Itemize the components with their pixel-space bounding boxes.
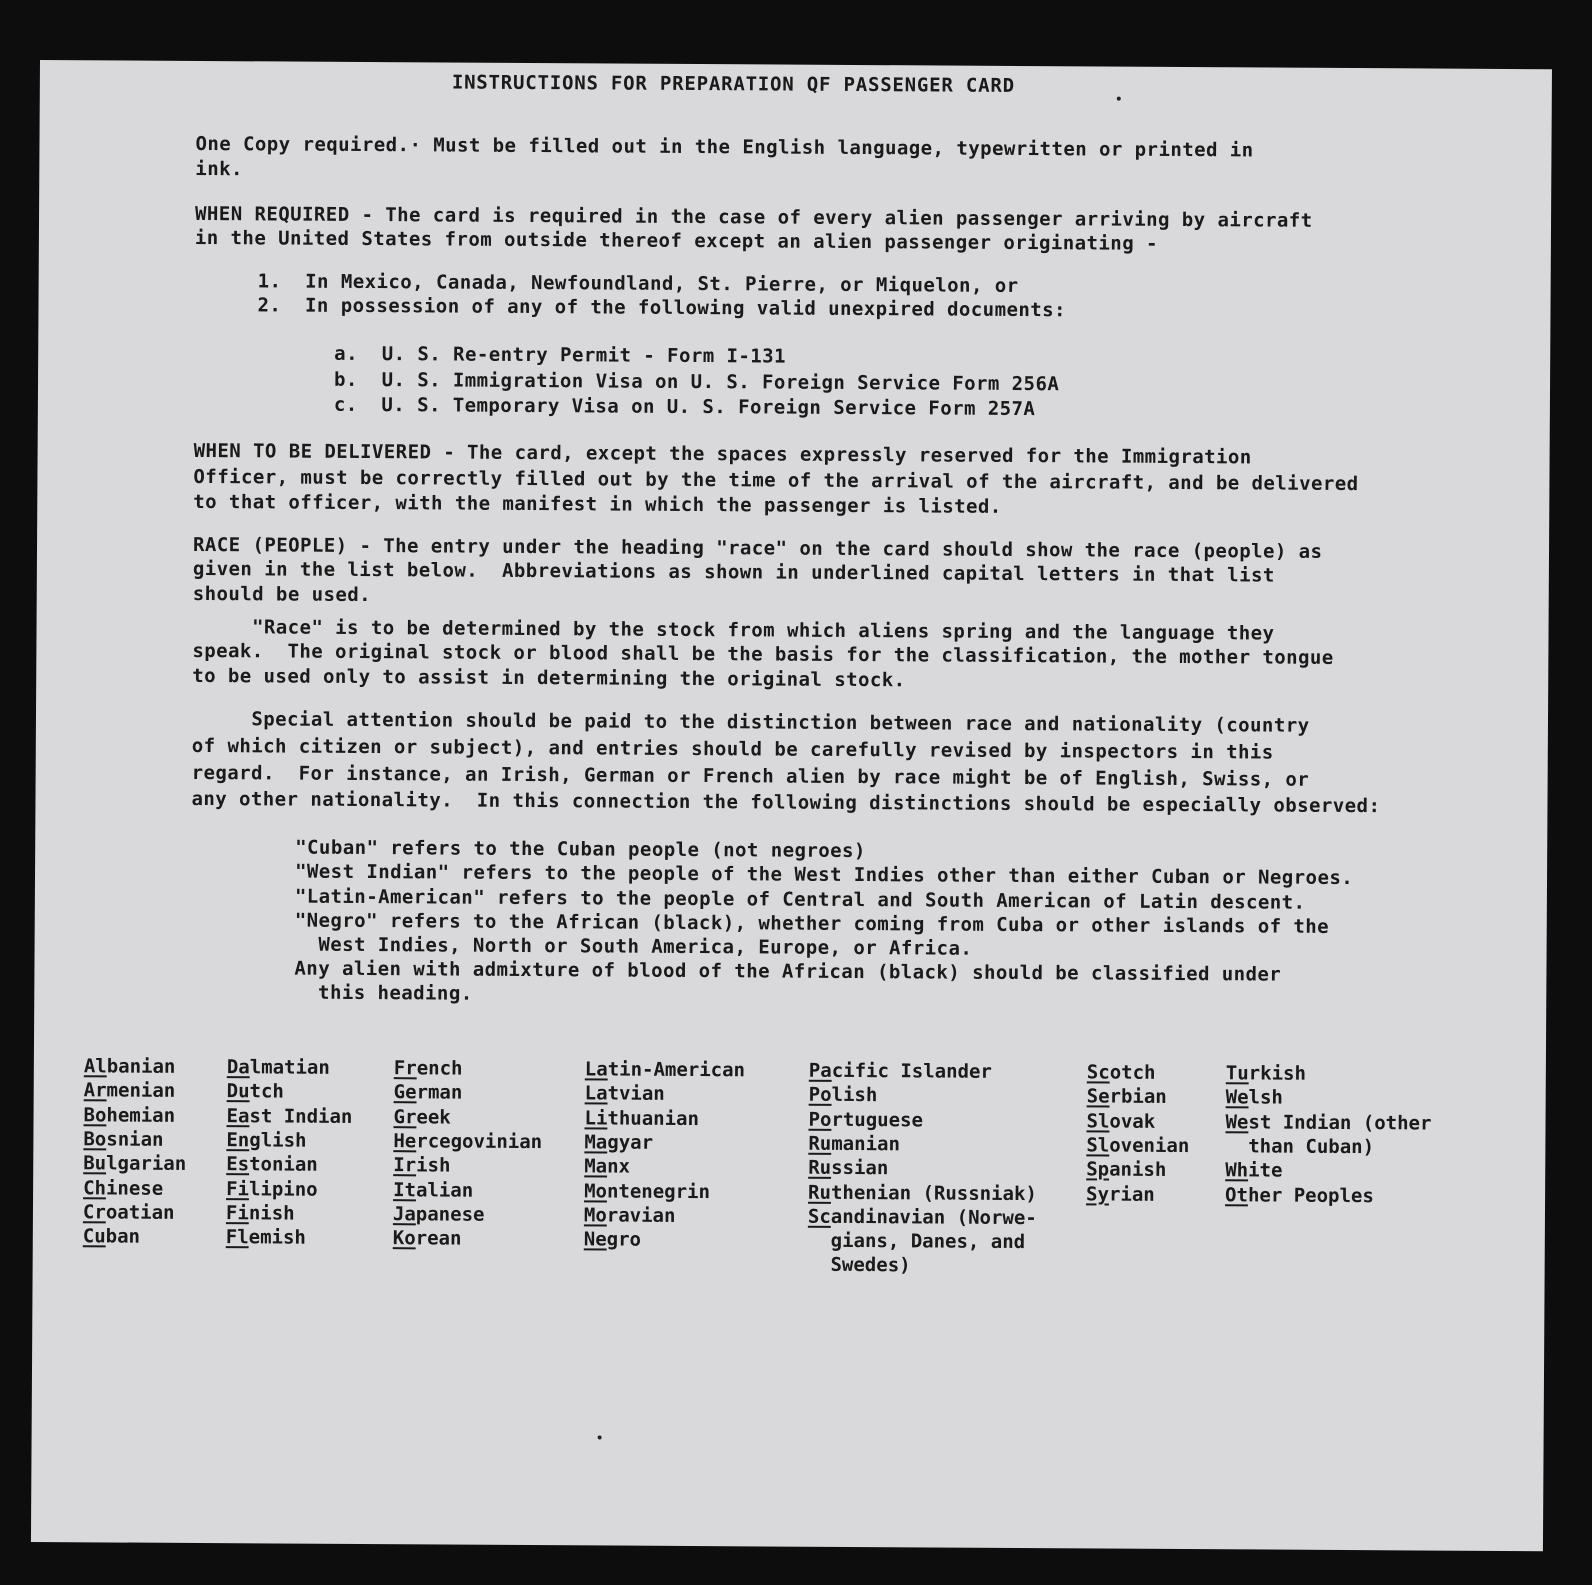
race-definition-line: speak. The original stock or blood shall be the basis for the classification, the mother tongue (192, 639, 1334, 669)
race-entry: Turkish (1225, 1062, 1306, 1085)
race-entry: Italian (393, 1179, 474, 1202)
when-delivered-line: to that officer, with the manifest in which the passenger is listed. (193, 490, 1002, 518)
race-entry: Korean (392, 1227, 462, 1250)
race-entry: Finish (225, 1202, 295, 1225)
race-entry: Chinese (83, 1177, 164, 1200)
race-entry: Swedes) (807, 1253, 911, 1277)
special-attention-line: of which citizen or subject), and entries should be carefully revised by inspectors in this (191, 734, 1274, 764)
race-entry: Russian (808, 1156, 889, 1180)
race-entry: Japanese (392, 1203, 485, 1226)
race-entry: Bohemian (83, 1104, 176, 1127)
race-entry: Polish (808, 1083, 878, 1107)
special-attention-line: regard. For instance, an Irish, German or French alien by race might be of English, Swiss, or (191, 761, 1310, 791)
race-entry: gians, Danes, and (807, 1229, 1026, 1254)
paper-speck (1117, 97, 1121, 101)
race-entry: Bosnian (83, 1128, 164, 1151)
special-attention-line: Special attention should be paid to the distinction between race and nationality (country (191, 707, 1310, 737)
when-required-line: in the United States from outside thereof except an alien passenger originating - (194, 226, 1158, 255)
race-entry: West Indian (other (1225, 1111, 1432, 1135)
race-entry: Serbian (1086, 1085, 1167, 1108)
document-item: a. U. S. Re-entry Permit - Form I-131 (334, 342, 787, 368)
paper-speck (598, 1435, 602, 1439)
race-entry: Other Peoples (1225, 1184, 1374, 1208)
condition-item: 1. In Mexico, Canada, Newfoundland, St. Pierre, or Miquelon, or (257, 270, 1019, 297)
race-entry: Slovak (1086, 1110, 1156, 1133)
race-entry: Lithuanian (584, 1107, 700, 1131)
distinction-line: "Latin-American" refers to the people of Central and South American of Latin descent. (294, 885, 1306, 914)
document-item: c. U. S. Temporary Visa on U. S. Foreign Service Form 257A (333, 393, 1036, 421)
race-entry: Spanish (1086, 1158, 1167, 1181)
document-page (31, 60, 1552, 1551)
race-entry: Scotch (1086, 1061, 1156, 1084)
race-entry: Scandinavian (Norwe- (807, 1205, 1037, 1230)
race-entry: Armenian (83, 1079, 176, 1102)
race-entry: English (226, 1129, 307, 1152)
race-entry: Negro (583, 1228, 642, 1251)
race-entry: Flemish (225, 1226, 306, 1249)
condition-item: 2. In possession of any of the following valid unexpired documents: (257, 294, 1067, 322)
race-entry: French (393, 1057, 463, 1080)
race-intro-line: RACE (PEOPLE) - The entry under the heading "race" on the card should show the race (people) as (192, 533, 1323, 563)
race-intro-line: should be used. (192, 582, 372, 607)
race-entry: Ruthenian (Russniak) (808, 1181, 1037, 1206)
when-delivered-line: WHEN TO BE DELIVERED - The card, except the spaces expressly reserved for the Immigration (193, 439, 1252, 469)
when-required-line: WHEN REQUIRED - The card is required in the case of every alien passenger arriving by aircraft (194, 202, 1313, 232)
race-entry: Slovenian (1086, 1134, 1190, 1158)
race-entry: Croatian (82, 1201, 175, 1224)
race-entry: White (1225, 1159, 1283, 1182)
document-item: b. U. S. Immigration Visa on U. S. Foreign Service Form 256A (333, 368, 1060, 396)
race-entry: Hercegovinian (393, 1130, 543, 1154)
race-entry: Albanian (83, 1055, 176, 1078)
race-definition-line: "Race" is to be determined by the stock from which aliens spring and the language they (192, 615, 1275, 645)
special-attention-line: any other nationality. In this connection the following distinctions should be especially observed: (191, 787, 1381, 818)
race-entry: Magyar (584, 1131, 654, 1154)
race-entry: Portuguese (808, 1108, 924, 1132)
distinction-line: "Negro" refers to the African (black), whether coming from Cuba or other islands of the (294, 909, 1330, 938)
race-entry: Dutch (226, 1080, 284, 1103)
distinction-line: "Cuban" refers to the Cuban people (not negroes) (295, 836, 866, 863)
race-intro-line: given in the list below. Abbreviations as shown in underlined capital letters in that list (192, 557, 1275, 587)
race-entry: Montenegrin (584, 1180, 711, 1204)
distinction-line: West Indies, North or South America, Europe, or Africa. (294, 933, 973, 960)
race-entry: Filipino (226, 1178, 318, 1201)
race-entry: Latin-American (584, 1058, 746, 1082)
race-entry: Syrian (1086, 1183, 1155, 1206)
race-entry: Estonian (226, 1153, 318, 1176)
race-definition-line: to be used only to assist in determining the original stock. (192, 664, 906, 692)
race-entry: than Cuban) (1225, 1135, 1375, 1159)
race-entry: Pacific Islander (808, 1059, 992, 1083)
distinction-line: "West Indian" refers to the people of the West Indies other than either Cuban or Negroes. (294, 860, 1354, 890)
race-entry: Cuban (82, 1225, 141, 1248)
race-entry: Welsh (1225, 1086, 1283, 1109)
race-entry: Dalmatian (226, 1056, 330, 1079)
distinction-line: this heading. (294, 981, 473, 1005)
intro-line: One Copy required.· Must be filled out in the English language, typewritten or printed in (195, 132, 1254, 162)
when-delivered-line: Officer, must be correctly filled out by the time of the arrival of the aircraft, and be delivered (193, 465, 1359, 496)
race-entry: Rumanian (808, 1132, 900, 1156)
race-entry: Moravian (583, 1204, 676, 1227)
race-entry: Irish (393, 1154, 451, 1177)
race-entry: Manx (584, 1155, 631, 1178)
race-entry: German (393, 1081, 463, 1104)
page-title: INSTRUCTIONS FOR PREPARATION QF PASSENGER CARD (451, 71, 1015, 97)
race-entry: East Indian (226, 1105, 353, 1128)
race-entry: Greek (393, 1106, 451, 1129)
distinction-line: Any alien with admixture of blood of the African (black) should be classified under (294, 957, 1282, 986)
intro-line: ink. (195, 157, 243, 181)
race-entry: Latvian (584, 1082, 665, 1105)
race-entry: Bulgarian (83, 1152, 187, 1175)
